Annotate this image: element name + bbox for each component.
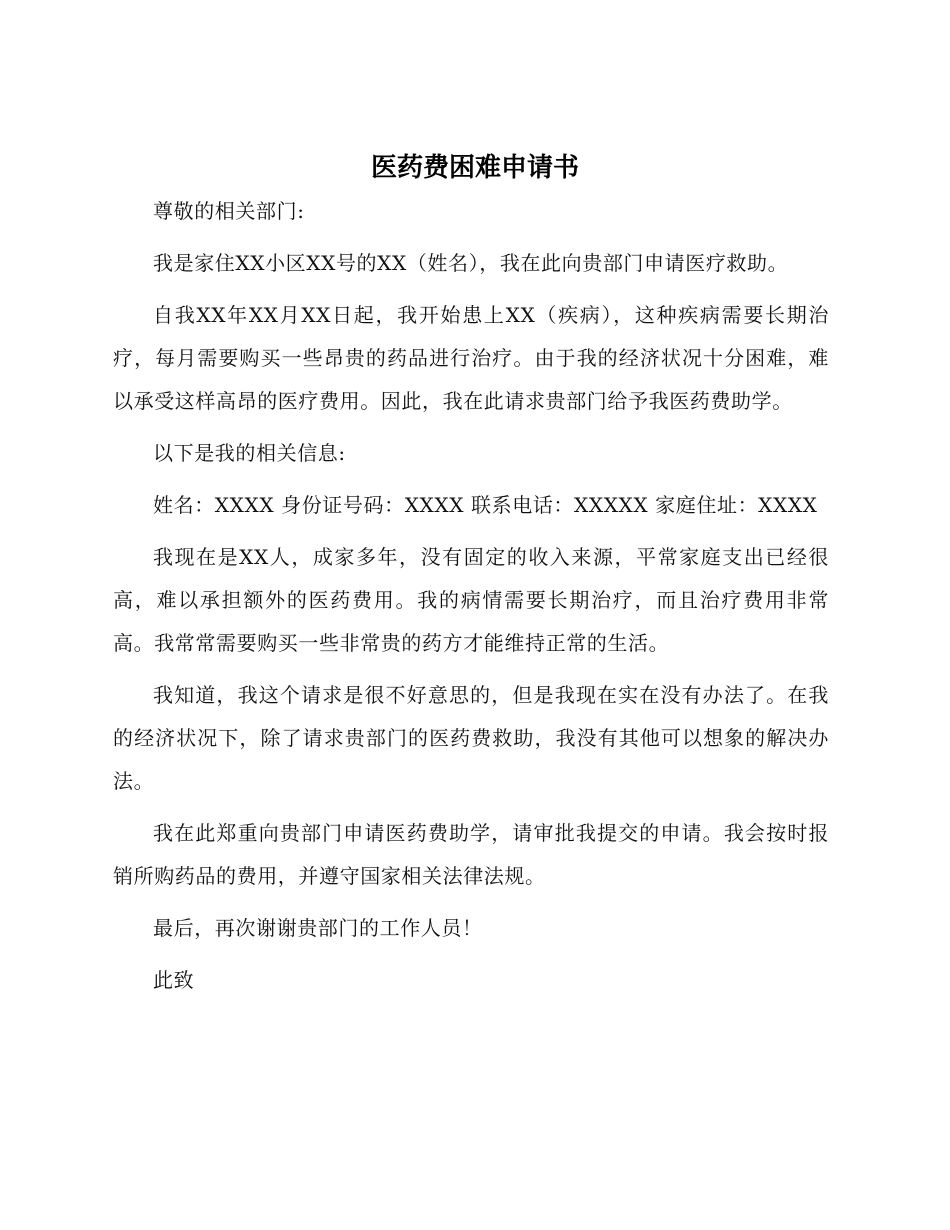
paragraph-illness: 自我XX年XX月XX日起，我开始患上XX（疾病），这种疾病需要长期治疗，每月需要购买一些昂贵的药品进行治疗。由于我的经济状况十分困难，难以承受这样高昂的医疗费用。因此，我在此请求贵部门给予我医药费助学。 [113,303,829,413]
salutation: 尊敬的相关部门: [153,199,305,223]
document-title: 医药费困难申请书 [370,153,579,183]
paragraph-situation: 我现在是XX人，成家多年，没有固定的收入来源，平常家庭支出已经很高，难以承担额外的医药费用。我的病情需要长期治疗，而且治疗费用非常高。我常常需要购买一些非常贵的药方才能维持正常的生活。 [113,545,829,655]
closing: 此致 [153,968,195,992]
paragraph-info-heading: 以下是我的相关信息: [153,441,346,465]
document-body [113,190,829,1011]
paragraph-request: 我在此郑重向贵部门申请医药费助学，请审批我提交的申请。我会按时报销所购药品的费用，并遵守国家相关法律法规。 [113,821,829,888]
paragraph-personal-info: 姓名：XXXX 身份证号码：XXXX 联系电话：XXXXX 家庭住址：XXXX [153,493,818,517]
paragraph-apology: 我知道，我这个请求是很不好意思的，但是我现在实在没有办法了。在我的经济状况下，除了请求贵部门的医药费救助，我没有其他可以想象的解决办法。 [113,683,829,793]
paragraph-intro: 我是家住XX小区XX号的XX（姓名），我在此向贵部门申请医疗救助。 [153,251,789,275]
paragraph-thanks: 最后，再次谢谢贵部门的工作人员！ [153,916,483,940]
